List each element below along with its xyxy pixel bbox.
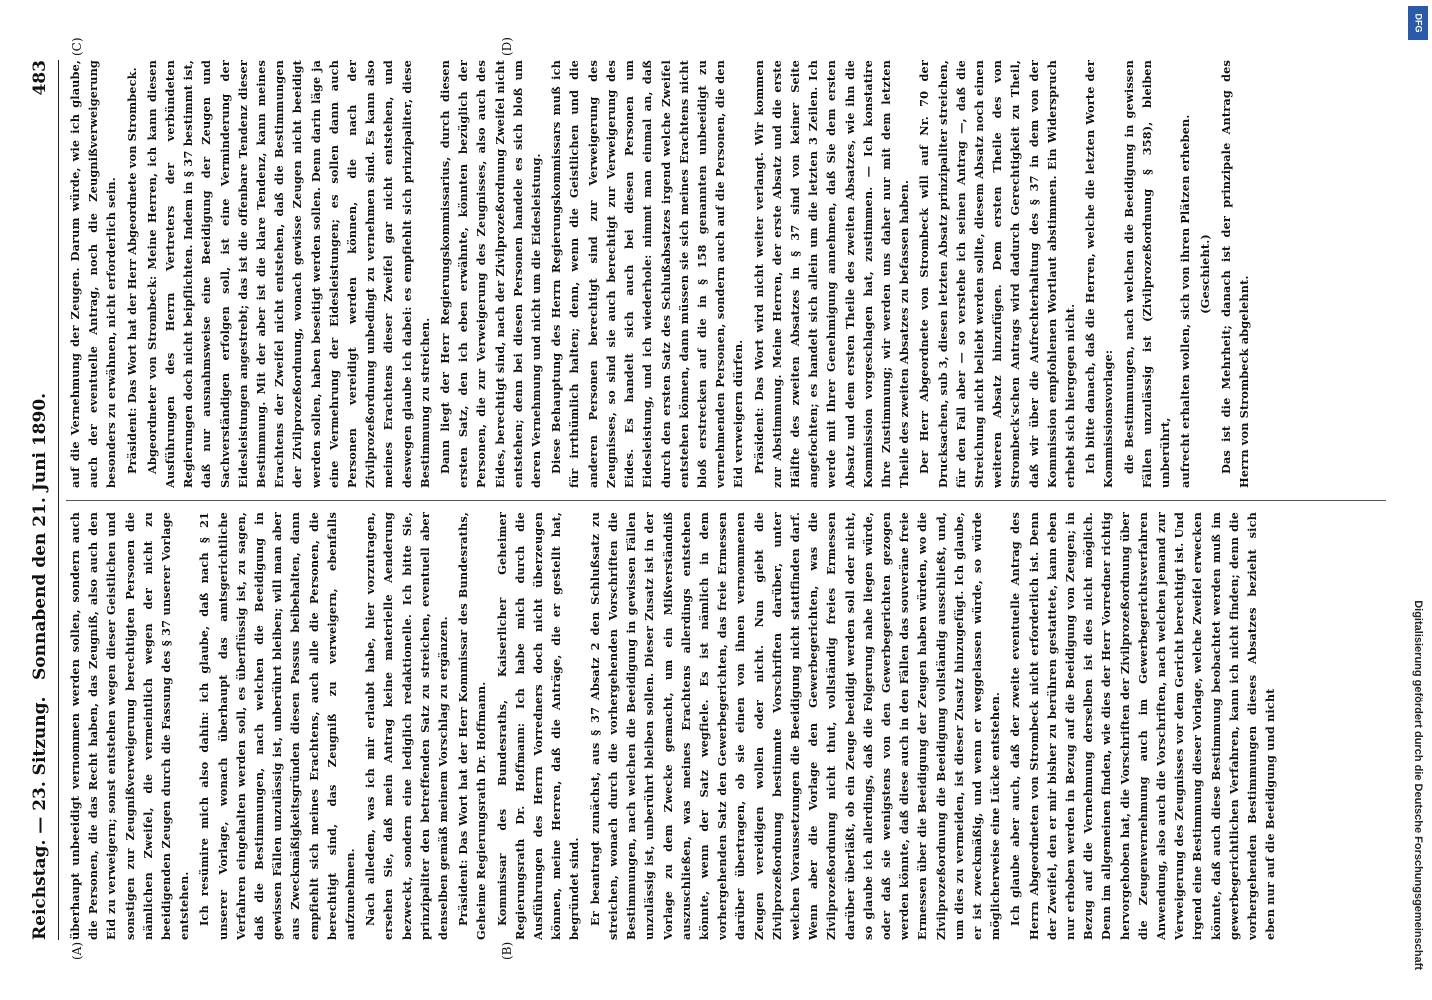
paragraph: Dann liegt der Herr Regierungskommissarius, durch diesen ersten Satz, den ich eben erwähnte, könnten bezüglich der Personen, die zur Verweigerung des Zeugnisses, also auch des Eides, berechtigt sind, nach der Zivilprozeßordnung Zweifel nicht entstehen; denn bei diesen Personen handele es sich bloß um deren Vernehmung und nicht um die Eidesleistung.: [438, 60, 544, 488]
margin-mark-c: (C): [70, 37, 84, 56]
paragraph: überhaupt unbeeidigt vernommen werden sollen, sondern auch die Personen, die das Recht haben, das Zeugniß, also auch den Eid zu verweigern; sonst entstehen wegen dieser Geistlichen und sonstigen zur Zeugnißverweigerung berechtigten Personen die nämlichen Zweifel, die vermeintlich wegen der nicht zu beeidigenden Zeugen durch die Fassung des § 37 unserer Vorlage entstehen.: [68, 512, 192, 940]
header-date: Sonnabend den 21. Juni 1890.: [30, 392, 50, 680]
paragraph: Diese Behauptung des Herrn Regierungskommissars muß ich für irrthümlich halten; denn, wenn die Geistlichen und die anderen Personen berechtigt sind zur Verweigerung des Zeugnisses, so sind sie auch berechtigt zur Verweigerung des Eides. Es handelt sich auch bei diesen Personen um Eidesleistung, und ich wiederhole: nimmt man einmal an, daß durch den ersten Satz des Schlußabsatzes irgend welche Zweifel entstehen können, dann müssen sie sich meines Erachtens nicht bloß erstrecken auf die in § 158 genannten unbeeidigt zu vernehmenden Personen, sondern auch auf die Personen, die den Eid verweigern dürfen.: [549, 60, 746, 488]
paragraph: Präsident: Das Wort hat der Herr Kommissar des Bundesraths, Geheime Regierungsrath Dr. Hoffmann.: [456, 512, 489, 940]
credit-strip: [1404, 0, 1432, 1000]
left-column: [66, 512, 1396, 940]
paragraph: Ich bitte danach, daß die Herren, welche die letzten Worte der Kommissionsvorlage:: [1083, 60, 1116, 488]
credit-text: Digitalisierung gefördert durch die Deutsche Forschungsgemeinschaft: [1412, 600, 1424, 970]
paragraph: Der Herr Abgeordnete von Strombeck will auf Nr. 70 der Drucksachen, sub 3, diesen letzten Absatz prinzipaliter streichen, für den Fall aber — so verstehe ich seinen Antrag —, daß die Streichung nicht beliebt werden sollte, diesem Absatz noch einen weiteren Absatz hinzufügen. Dem ersten Theile des von Strombeck'schen Antrags wird dadurch Gerechtigkeit zu Theil, daß wir über die Aufrechterhaltung des § 37 in dem von der Kommission empfohlenen Wortlaut abstimmen. Ein Widerspruch erhebt sich hiergegen nicht.: [917, 60, 1077, 488]
paragraph: Kommissar des Bundesraths, Kaiserlicher Geheimer Regierungsrath Dr. Hoffmann: Ich habe mich durch die Ausführungen des Herrn Vorredners doch nicht überzeugen können, meine Herren, daß die Anträge, die er gestellt hat, begründet sind.: [494, 512, 582, 940]
paragraph: Er beantragt zunächst, aus § 37 Absatz 2 den Schlußsatz zu streichen, wonach durch die vorhergehenden Vorschriften die Bestimmungen, nach welchen die Beeidigung in gewissen Fällen unzulässig ist, unberührt bleiben sollen. Dieser Zusatz ist in der Vorlage zu dem Zwecke gemacht, um ein Mißverständniß auszuschließen, was meines Erachtens allerdings entstehen könnte, wenn der Satz wegfiele. Es ist nämlich in dem vorhergehenden Satz den Gewerbegerichten, das freie Ermessen darüber übertragen, ob sie einen von ihnen vernommenen Zeugen vereidigen wollen oder nicht. Nun giebt die Zivilprozeßordnung bestimmte Vorschriften darüber, unter welchen Voraussetzungen die Beeidigung nicht stattfinden darf. Wenn aber die Vorlage den Gewerbegerichten, was die Zivilprozeßordnung nicht thut, vollständig freies Ermessen darüber überläßt, ob ein Zeuge beeidigt werden soll oder nicht, so glaube ich allerdings, daß die Folgerung nahe liegen würde, oder daß sie wenigstens von den Gewerbegerichten gezogen werden könnte, daß diese auch in den Fällen das souveräne freie Ermessen über die Beeidigung der Zeugen haben würden, wo die Zivilprozeßordnung die Beeidigung vollständig ausschließt, und, um dies zu vermeiden, ist dieser Zusatz hinzugefügt. Ich glaube, er ist zweckmäßig, und wenn er weggelassen würde, so würde möglicherweise eine Lücke entstehen.: [587, 512, 1003, 940]
page-number: 483: [30, 60, 50, 96]
paragraph: Abgeordneter von Strombeck: Meine Herren, ich kann diesen Ausführungen des Herrn Vertreters der verbündeten Regierungen doch nicht beipflichten. Indem in § 37 bestimmt ist, daß nur ausnahmsweise eine Beeidigung der Zeugen und Sachverständigen erfolgen soll, ist eine Verminderung der Eidesleistungen angestrebt; das ist die offenbare Tendenz dieser Bestimmung. Mit der aber ist die klare Tendenz, kann meines Erachtens der Zweifel nicht entstehen, daß die Bestimmungen der Zivilprozeßordnung, wonach gewisse Zeugen nicht beeidigt werden sollen, haben beseitigt werden sollen. Denn darin läge ja eine Vermehrung der Eidesleistungen; es sollen dann auch Personen vereidigt werden können, die nach der Zivilprozeßordnung unbedingt zu vernehmen sind. Es kann also meines Erachtens dieser Zweifel gar nicht entstehen, und deswegen glaube ich dabei: es empfiehlt sich prinzipaliter, diese Bestimmung zu streichen.: [144, 60, 432, 488]
stage-direction: (Geschieht.): [1198, 234, 1213, 314]
paragraph: Nach alledem, was ich mir erlaubt habe, hier vorzutragen, ersehen Sie, daß mein Antrag keine materielle Aenderung bezweckt, sondern eine lediglich redaktionelle. Ich bitte Sie, prinzipaliter den betreffenden Satz zu streichen, eventuell aber denselben gemäß meinem Vorschlag zu ergänzen.: [363, 512, 451, 940]
paragraph: Präsident: Das Wort wird nicht weiter verlangt. Wir kommen zur Abstimmung. Meine Herren, der erste Absatz und die erste Hälfte des zweiten Absatzes in § 37 sind von keiner Seite angefochten; es handelt sich allein um die letzten 3 Zeilen. Ich werde mit Ihrer Genehmigung annehmen, daß Sie dem ersten Absatz und dem ersten Theile des zweiten Absatzes, wie ihn die Kommission vorgeschlagen hat, zustimmen. — Ich konstatire Ihre Zustimmung; wir werden uns daher nur mit dem letzten Theile des zweiten Absatzes zu befassen haben.: [751, 60, 912, 488]
header-rule: [58, 60, 59, 940]
quoted-clause: die Bestimmungen, nach welchen die Beeidigung in gewissen Fällen unzulässig ist (Zivilprozeßordnung § 358), bleiben unberührt,: [1121, 60, 1172, 488]
header-left: Reichstag. — 23. Sitzung.: [30, 696, 50, 940]
margin-mark-d: (D): [500, 37, 514, 56]
running-header: [30, 60, 60, 940]
paragraph: Präsident: Das Wort hat der Herr Abgeordnete von Strombeck.: [124, 67, 139, 474]
paragraph: aufrecht erhalten wollen, sich von ihren Plätzen erheben.: [1178, 114, 1193, 488]
margin-mark-a: (A): [70, 941, 84, 960]
paragraph: auf die Vernehmung der Zeugen. Darum würde, wie ich glaube, auch der eventuelle Antrag, noch die Zeugnißverweigerung besonders zu erwähnen, nicht erforderlich sein.: [68, 60, 119, 488]
dfg-logo: DFG: [1408, 6, 1428, 40]
paragraph: Ich resümire mich also dahin: ich glaube, daß nach § 21 unserer Vorlage, wonach überhaupt das amtsgerichtliche Verfahren eingehalten werden soll, es überflüssig ist, zu sagen, daß die Bestimmungen, nach welchen die Beeidigung in gewissen Fällen unzulässig ist, unberührt bleiben; will man aber aus Zweckmäßigkeitsgründen diesen Passus beibehalten, dann empfiehlt sich meines Erachtens, auch alle die Personen, die berechtigt sind, das Zeugniß zu verweigern, ebenfalls aufzunehmen.: [197, 512, 358, 940]
right-column: [66, 60, 1396, 488]
paragraph: Ich glaube aber auch, daß der zweite eventuelle Antrag des Herrn Abgeordneten von Strombeck nicht erforderlich ist. Denn der Zweifel, den er mir bisher zu berühren gestattete, kann eben nur erhoben werden in Bezug auf die Beeidigung von Zeugen; in Bezug auf die Vernehmung derselben ist dies nicht möglich. Denn im allgemeinen finden, wie dies der Herr Vorredner richtig hervorgehoben hat, die Vorschriften der Zivilprozeßordnung über die Zeugenvernehmung auch im Gewerbegerichtsverfahren Anwendung, also auch die Vorschriften, nach welchen jemand zur Verweigerung des Zeugnisses vor dem Gericht berechtigt ist. Und irgend eine Bestimmung dieser Vorlage, welche Zweifel erwecken könnte, daß auch diese Bestimmung beobachtet werden muß im gewerbegerichtlichen Verfahren, kann ich nicht finden; denn die vorhergehenden Bestimmungen dieses Absatzes bezieht sich eben nur auf die Beeidigung und nicht: [1008, 512, 1278, 940]
paragraph: Das ist die Mehrheit; danach ist der prinzipale Antrag des Herrn von Strombeck abgelehnt.: [1218, 60, 1251, 488]
margin-mark-b: (B): [500, 941, 514, 960]
column-divider: [66, 500, 1386, 501]
